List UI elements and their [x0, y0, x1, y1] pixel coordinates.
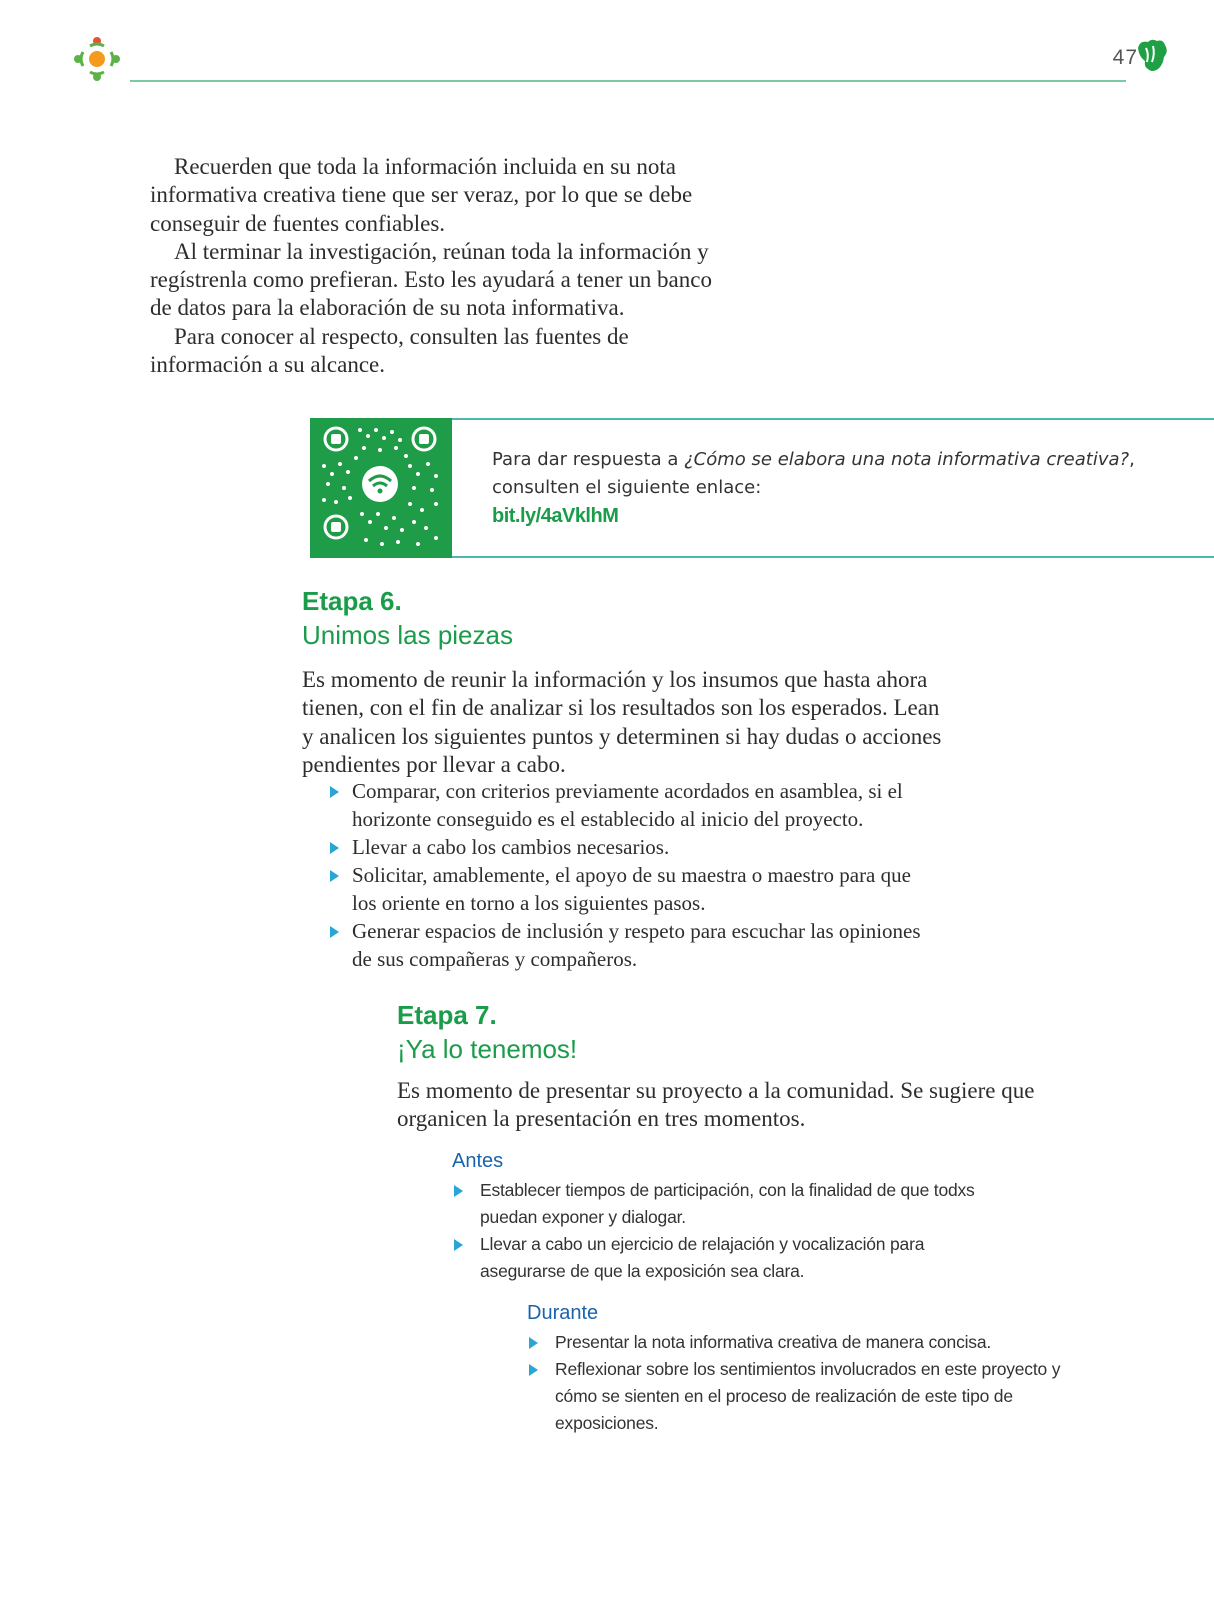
qr-link-box — [310, 418, 1214, 558]
stage6-subtitle: Unimos las piezas — [302, 620, 513, 650]
intro-paragraph: Para conocer al respecto, consulten las fuentes de información a su alcance. — [150, 323, 629, 378]
intro-text — [150, 153, 730, 379]
bullet-arrow-icon — [454, 1239, 463, 1251]
qr-text-suffix: , consulten el siguiente enlace: — [492, 449, 1135, 498]
stage6-heading — [302, 584, 513, 652]
list-item — [452, 1231, 1012, 1285]
list-item-text: Establecer tiempos de participación, con la finalidad de que todxs puedan exponer y dialogar. — [480, 1180, 975, 1227]
list-item-text: Llevar a cabo un ejercicio de relajación y vocalización para asegurarse de que la exposición sea clara. — [480, 1234, 925, 1281]
list-item — [328, 833, 928, 861]
wifi-icon — [362, 466, 398, 502]
before-list — [452, 1177, 1012, 1285]
during-heading: Durante — [527, 1302, 599, 1324]
bullet-arrow-icon — [330, 926, 339, 938]
bullet-arrow-icon — [454, 1185, 463, 1197]
during-list — [527, 1329, 1087, 1437]
qr-text-prefix: Para dar respuesta a — [492, 449, 685, 470]
stage6-paragraph: Es momento de reunir la información y los insumos que hasta ahora tienen, con el fin de analizar si los resultados son los esperados. Lean y analicen los siguientes puntos y determinen si hay dudas o acciones pendientes por llevar a cabo. — [302, 667, 942, 777]
list-item-text: Solicitar, amablemente, el apoyo de su maestra o maestro para que los oriente en torno a los siguientes pasos. — [352, 863, 911, 915]
list-item — [527, 1329, 1087, 1356]
flower-people-logo-icon — [70, 32, 124, 86]
stage7-title: Etapa 7. — [397, 1000, 497, 1030]
qr-question: ¿Cómo se elabora una nota informativa creativa? — [684, 449, 1130, 470]
list-item-text: Llevar a cabo los cambios necesarios. — [352, 835, 670, 859]
green-hand-icon — [1134, 38, 1170, 76]
stage7-subtitle: ¡Ya lo tenemos! — [397, 1034, 578, 1064]
bullet-arrow-icon — [330, 786, 339, 798]
bullet-arrow-icon — [529, 1337, 538, 1349]
header-rule — [130, 80, 1126, 82]
stage6-title: Etapa 6. — [302, 586, 402, 616]
list-item — [328, 777, 928, 833]
stage6-list — [328, 777, 928, 973]
bullet-arrow-icon — [330, 870, 339, 882]
intro-paragraph: Al terminar la investigación, reúnan toda la información y regístrenla como prefieran. Esto les ayudará a tener un banco de datos para la elaboración de su nota informativa. — [150, 238, 712, 321]
list-item-text: Generar espacios de inclusión y respeto para escuchar las opiniones de sus compañeras y compañeros. — [352, 919, 921, 971]
qr-instructions — [492, 446, 1192, 531]
stage7-heading — [397, 998, 577, 1066]
intro-paragraph: Recuerden que toda la información incluida en su nota informativa creativa tiene que ser veraz, por lo que se debe conseguir de fuentes confiables. — [150, 154, 693, 236]
list-item-text: Reflexionar sobre los sentimientos involucrados en este proyecto y cómo se sienten en el proceso de realización de este tipo de exposiciones. — [555, 1359, 1061, 1433]
list-item-text: Comparar, con criterios previamente acordados en asamblea, si el horizonte conseguido es el establecido al inicio del proyecto. — [352, 779, 903, 831]
qr-link[interactable]: bit.ly/4aVklhM — [492, 505, 619, 527]
list-item — [527, 1356, 1087, 1437]
list-item — [328, 917, 928, 973]
page-number: 47 — [1112, 46, 1138, 69]
stage7-paragraph: Es momento de presentar su proyecto a la comunidad. Se sugiere que organicen la presentación en tres momentos. — [397, 1078, 1035, 1132]
qr-code-icon[interactable] — [310, 418, 452, 558]
before-heading: Antes — [452, 1150, 504, 1172]
list-item — [452, 1177, 1012, 1231]
list-item — [328, 861, 928, 917]
bullet-arrow-icon — [529, 1364, 538, 1376]
list-item-text: Presentar la nota informativa creativa de manera concisa. — [555, 1332, 992, 1352]
bullet-arrow-icon — [330, 842, 339, 854]
